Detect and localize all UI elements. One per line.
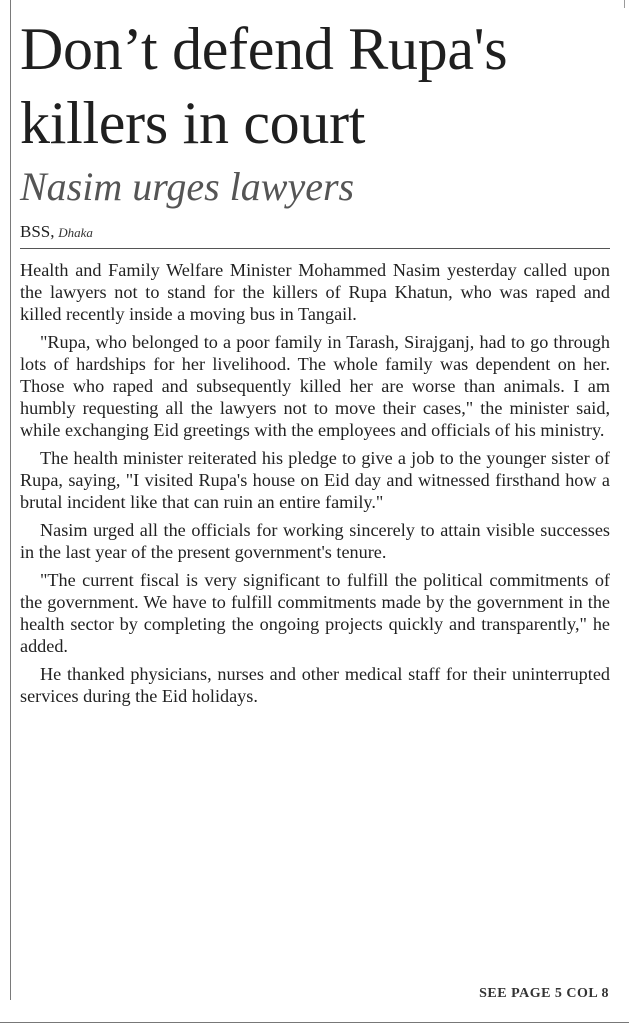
column-right-rule [624,0,625,8]
byline [20,222,610,249]
article-body [20,259,610,707]
bottom-rule [0,1022,629,1023]
paragraph: "Rupa, who belonged to a poor family in Tarash, Sirajganj, had to go through lots of hardships for her livelihood. The whole family was dependent on her. Those who raped and subsequently killed her are worse than animals. I am humbly requesting all the lawyers not to move their cases," the minister said, while exchanging Eid greetings with the employees and officials of his ministry. [20,332,610,440]
byline-place: Dhaka [58,225,93,240]
article [20,12,610,713]
paragraph: "The current fiscal is very significant to fulfill the political commitments of the government. We have to fulfill commitments made by the government in the health sector by completing the ongoing projects quickly and transparently," he added. [20,570,610,656]
headline: Don’t defend Rupa's killers in court [20,16,508,156]
paragraph: Health and Family Welfare Minister Mohammed Nasim yesterday called upon the lawyers not to stand for the killers of Rupa Khatun, who was raped and killed recently inside a moving bus in Tangail. [20,260,610,324]
paragraph: Nasim urged all the officials for working sincerely to attain visible successes in the last year of the present government's tenure. [20,520,610,562]
subheadline: Nasim urges lawyers [20,164,355,209]
jump-line: SEE PAGE 5 COL 8 [479,986,609,1001]
column-left-rule [10,0,11,1000]
paragraph: The health minister reiterated his pledge to give a job to the younger sister of Rupa, saying, "I visited Rupa's house on Eid day and witnessed firsthand how a brutal incident like that can ruin an entire family." [20,448,610,512]
paragraph: He thanked physicians, nurses and other medical staff for their uninterrupted services during the Eid holidays. [20,664,610,706]
byline-agency: BSS, [20,222,55,241]
